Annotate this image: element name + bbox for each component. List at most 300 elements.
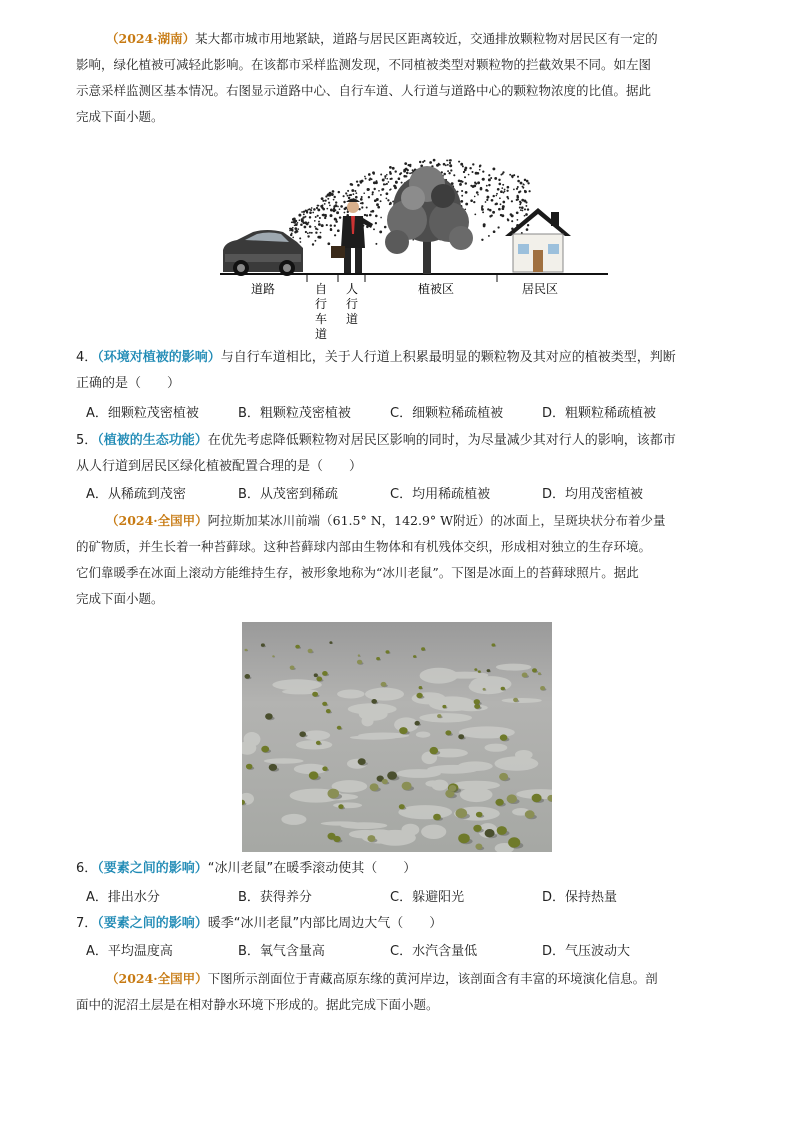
particle-dot (315, 216, 317, 218)
pedestrian-icon (331, 199, 373, 274)
particle-dot (474, 214, 476, 216)
particle-dot (334, 225, 336, 227)
ice-patch (485, 744, 508, 752)
particle-dot (357, 184, 360, 187)
option-b[interactable]: B．从茂密到稀疏 (238, 487, 338, 502)
svg-text:道: 道 (345, 312, 359, 326)
option-c[interactable]: C．细颗粒稀疏植被 (390, 406, 504, 421)
particle-dot (383, 183, 385, 185)
particle-dot (292, 227, 294, 229)
option-a[interactable]: A．排出水分 (86, 890, 160, 905)
particle-dot (521, 209, 523, 211)
particle-dot (294, 227, 297, 230)
ice-patch (420, 668, 458, 684)
particle-dot (504, 189, 506, 191)
particle-dot (327, 242, 330, 245)
particle-dot (483, 225, 486, 228)
particle-dot (436, 164, 439, 167)
particle-dot (321, 197, 324, 200)
passage-1-line-4: 完成下面小题。 (76, 109, 164, 124)
moss-ball (261, 643, 265, 646)
particle-dot (524, 190, 526, 192)
particle-dot (519, 203, 521, 205)
moss-ball (370, 783, 379, 791)
particle-dot (450, 169, 452, 171)
particle-dot (343, 195, 345, 197)
moss-ball (415, 721, 420, 726)
particle-dot (312, 212, 314, 214)
particle-dot (407, 169, 409, 171)
moss-ball (387, 771, 397, 779)
moss-ball (308, 649, 313, 653)
car-icon (223, 230, 303, 276)
particle-dot (307, 209, 309, 211)
particle-dot (464, 176, 466, 178)
particle-dot (378, 190, 380, 192)
particle-dot (502, 201, 505, 204)
ice-patch (264, 758, 304, 763)
particle-dot (307, 235, 309, 237)
particle-dot (513, 189, 515, 191)
particle-dot (491, 214, 493, 216)
option-b[interactable]: B．氧气含量高 (238, 944, 325, 959)
particle-dot (321, 224, 324, 227)
moss-ball (326, 709, 331, 713)
moss-ball (322, 766, 327, 771)
particle-dot (313, 208, 316, 211)
particle-dot (335, 219, 337, 221)
particle-dot (482, 178, 485, 181)
ice-patch (398, 805, 452, 819)
particle-dot (330, 209, 333, 212)
moss-ball (433, 814, 441, 821)
moss-ball (413, 655, 416, 658)
particle-dot (298, 214, 301, 217)
particle-dot (319, 236, 322, 239)
particle-dot (375, 222, 377, 224)
particle-dot (333, 199, 335, 201)
moss-ball (507, 794, 517, 803)
particle-dot (521, 199, 524, 202)
particle-dot (380, 217, 382, 219)
moss-ball-photo (242, 622, 552, 852)
particle-dot (507, 186, 510, 189)
particle-dot (344, 212, 346, 214)
particle-dot (496, 193, 498, 195)
particle-dot (363, 192, 365, 194)
passage-1-line-2: 影响，绿化植被可减轻此影响。在该都市采样监测发现，不同植被类型对颗粒物的拦截效果不同。如左图 (76, 57, 652, 72)
moss-ball (442, 705, 446, 708)
particle-dot (361, 196, 363, 198)
ice-patch (281, 814, 306, 825)
particle-dot (480, 187, 483, 190)
particle-dot (409, 172, 411, 174)
particle-dot (311, 232, 313, 234)
particle-dot (460, 163, 463, 166)
moss-ball (492, 643, 496, 646)
particle-dot (332, 190, 335, 193)
particle-dot (367, 188, 370, 191)
particle-dot (360, 198, 363, 201)
particle-dot (348, 197, 351, 200)
moss-ball (485, 829, 495, 837)
moss-ball (483, 688, 486, 691)
label-vegetation-zone: 植被区 (417, 282, 455, 296)
question-6-options (86, 888, 726, 908)
option-b[interactable]: B．粗颗粒茂密植被 (238, 406, 351, 421)
particle-dot (465, 182, 467, 184)
moss-ball (272, 655, 274, 657)
particle-dot (302, 216, 304, 218)
particle-dot (517, 186, 519, 188)
particle-dot (337, 206, 339, 208)
moss-ball (265, 713, 273, 719)
particle-dot (373, 188, 375, 190)
passage-1 (76, 26, 718, 130)
particle-dot (511, 214, 514, 217)
particle-dot (526, 180, 529, 183)
particle-dot (527, 224, 529, 226)
particle-dot (306, 211, 308, 213)
particle-dot (335, 201, 337, 203)
particle-dot (461, 190, 463, 192)
question-5-options (86, 485, 726, 505)
moss-ball (358, 654, 360, 656)
particle-dot (493, 230, 496, 233)
particle-dot (453, 174, 455, 176)
particle-dot (517, 219, 519, 221)
passage-3: （2024·全国甲）下图所示剖面位于青藏高原东缘的黄河岸边，该剖面含有丰富的环境演化信息。剖 面中的泥沼土层是在相对静水环境下形成的。据此完成下面小题。 (76, 971, 658, 1012)
source-tag: （2024·全国甲） (106, 513, 208, 528)
particle-dot (488, 178, 491, 181)
particle-dot (461, 195, 463, 197)
particle-dot (495, 202, 498, 205)
particle-dot (481, 205, 483, 207)
particle-dot (373, 228, 375, 230)
particle-dot (500, 203, 502, 205)
moss-ball (437, 714, 441, 718)
option-a[interactable]: A．细颗粒茂密植被 (86, 406, 199, 421)
moss-ball (497, 826, 507, 835)
particle-dot (485, 201, 487, 203)
particle-dot (334, 234, 336, 236)
house-icon (505, 208, 571, 272)
svg-text:自: 自 (314, 282, 328, 296)
particle-dot (328, 202, 330, 204)
particle-dot (477, 181, 480, 184)
particle-dot (379, 230, 382, 233)
particle-dot (309, 216, 311, 218)
particle-dot (500, 174, 502, 176)
particle-dot (380, 194, 382, 196)
particle-dot (324, 199, 326, 201)
moss-ball (358, 758, 366, 765)
ice-patch (333, 802, 362, 808)
moss-ball (316, 677, 322, 682)
option-d[interactable]: D．粗颗粒稀疏植被 (542, 406, 657, 421)
label-bike-lane (315, 282, 327, 341)
particle-dot (303, 213, 305, 215)
particle-dot (390, 188, 392, 190)
particle-dot (482, 211, 484, 213)
moss-ball (295, 645, 300, 649)
ice-patch (272, 679, 321, 690)
particle-dot (387, 199, 389, 201)
particle-dot (317, 205, 319, 207)
particle-dot (314, 220, 316, 222)
particle-dot (314, 226, 316, 228)
particle-dot (377, 206, 380, 209)
particle-dot (472, 185, 475, 188)
particle-dot (365, 178, 367, 180)
particle-dot (355, 192, 357, 194)
moss-ball (371, 699, 377, 704)
particle-dot (495, 195, 497, 197)
question-tag: （植被的生态功能） (97, 433, 208, 448)
option-a[interactable]: A．平均温度高 (86, 944, 173, 959)
particle-dot (330, 224, 332, 226)
moss-ball (532, 668, 537, 672)
particle-dot (504, 190, 506, 192)
particle-dot (371, 193, 373, 195)
moss-ball (261, 746, 269, 753)
particle-dot (376, 203, 379, 206)
particle-dot (460, 200, 463, 203)
particle-dot (382, 188, 384, 190)
particle-dot (498, 183, 501, 186)
particle-dot (458, 161, 460, 163)
particle-dot (394, 185, 396, 187)
moss-ball (309, 771, 319, 779)
ice-patch (495, 756, 539, 770)
particle-dot (368, 196, 370, 198)
moss-ball (245, 649, 248, 651)
particle-dot (492, 167, 495, 170)
particle-dot (366, 207, 368, 209)
moss-ball (367, 835, 375, 842)
passage-1-line-1: （2024·湖南）某大都市城市用地紧缺，道路与居民区距离较近，交通排放颗粒物对居民区有一定的 (106, 31, 658, 46)
particle-dot (303, 211, 305, 213)
moss-ball (499, 773, 508, 781)
particle-dot (386, 192, 389, 195)
particle-dot (380, 200, 382, 202)
particle-dot (447, 164, 449, 166)
particle-dot (491, 199, 494, 202)
particle-dot (389, 171, 391, 173)
particle-dot (368, 173, 371, 176)
moss-ball (538, 672, 541, 675)
particle-dot (321, 207, 323, 209)
svg-text:车: 车 (314, 312, 328, 326)
particle-dot (465, 203, 468, 206)
option-c[interactable]: C．均用稀疏植被 (390, 487, 491, 502)
particle-dot (354, 190, 356, 192)
ice-patch (396, 769, 441, 778)
particle-dot (488, 184, 490, 186)
option-d[interactable]: D．保持热量 (542, 890, 618, 905)
moss-ball (458, 834, 470, 844)
particle-dot (481, 208, 484, 211)
moss-ball (540, 686, 545, 690)
particle-dot (317, 229, 319, 231)
sampling-diagram (215, 150, 610, 345)
particle-dot (372, 191, 374, 193)
moss-ball (329, 641, 332, 644)
particle-dot (364, 176, 366, 178)
particle-dot (380, 174, 382, 176)
particle-dot (476, 191, 479, 194)
question-7-options (86, 942, 726, 962)
particle-dot (326, 224, 328, 226)
particle-dot (333, 210, 336, 213)
particle-dot (429, 161, 432, 164)
particle-dot (398, 177, 401, 180)
option-a[interactable]: A．从稀疏到茂密 (86, 487, 186, 502)
particle-dot (482, 170, 484, 172)
particle-dot (419, 161, 421, 163)
option-c[interactable]: C．水汽含量低 (390, 944, 478, 959)
particle-dot (516, 188, 518, 190)
moss-ball (474, 668, 477, 671)
particle-dot (330, 228, 333, 231)
particle-dot (324, 203, 326, 205)
particle-dot (301, 211, 303, 213)
moss-ball (478, 670, 481, 672)
source-tag: （2024·全国甲） (106, 971, 208, 986)
moss-ball (328, 789, 340, 799)
particle-dot (338, 191, 340, 193)
particle-dot (330, 214, 333, 217)
ice-patch (469, 679, 508, 694)
moss-ball (316, 741, 321, 745)
particle-dot (327, 198, 329, 200)
particle-dot (449, 164, 452, 167)
particle-dot (469, 167, 471, 169)
particle-dot (512, 176, 514, 178)
particle-dot (474, 196, 476, 198)
particle-dot (375, 215, 378, 218)
svg-text:行: 行 (345, 297, 359, 311)
particle-dot (477, 194, 479, 196)
moss-ball (314, 673, 318, 677)
particle-dot (395, 181, 398, 184)
particle-dot (326, 208, 328, 210)
particle-dot (403, 170, 406, 173)
particle-dot (522, 187, 524, 189)
ice-patch (502, 698, 542, 703)
particle-dot (375, 243, 377, 245)
particle-dot (318, 221, 320, 223)
particle-dot (309, 232, 311, 234)
particle-dot (488, 174, 490, 176)
option-d[interactable]: D．气压波动大 (542, 944, 631, 959)
particle-dot (376, 198, 379, 201)
particle-dot (319, 217, 321, 219)
moss-ball (402, 782, 412, 790)
particle-dot (498, 179, 500, 181)
particle-dot (493, 195, 495, 197)
particle-dot (307, 232, 309, 234)
particle-dot (366, 214, 368, 216)
passage-1-line-3: 示意采样监测区基本情况。右图显示道路中心、自行车道、人行道与道路中心的颗粒物浓度的比值。据此 (76, 83, 652, 98)
particle-dot (526, 228, 529, 231)
option-c[interactable]: C．躲避阳光 (390, 890, 465, 905)
moss-ball (381, 682, 387, 687)
particle-dot (516, 199, 518, 201)
option-d[interactable]: D．均用茂密植被 (542, 487, 644, 502)
moss-ball (513, 698, 518, 702)
particle-dot (463, 171, 465, 173)
particle-dot (399, 173, 401, 175)
particle-dot (524, 215, 526, 217)
ice-patch (375, 830, 416, 846)
particle-dot (486, 196, 489, 199)
moss-ball (456, 808, 468, 818)
particle-dot (360, 202, 362, 204)
particle-dot (511, 200, 513, 202)
particle-dot (333, 196, 335, 198)
particle-dot (322, 214, 325, 217)
particle-dot (527, 182, 529, 184)
particle-dot (449, 162, 451, 164)
particle-dot (464, 169, 467, 172)
particle-dot (520, 209, 522, 211)
particle-dot (446, 159, 448, 161)
particle-dot (519, 190, 521, 192)
particle-dot (479, 166, 481, 168)
particle-dot (361, 206, 363, 208)
particle-dot (406, 172, 409, 175)
particle-dot (471, 171, 473, 173)
moss-ball (357, 660, 362, 665)
particle-dot (525, 213, 528, 216)
moss-ball (495, 799, 503, 806)
particle-dot (315, 232, 317, 234)
moss-ball (474, 699, 480, 704)
particle-dot (470, 199, 473, 202)
option-b[interactable]: B．获得养分 (238, 890, 312, 905)
moss-ball (475, 844, 482, 850)
particle-dot (517, 176, 519, 178)
particle-dot (291, 232, 293, 234)
particle-dot (494, 177, 497, 180)
ice-patch (412, 692, 446, 704)
svg-text:道: 道 (314, 327, 328, 341)
question-tag: （要素之间的影响） (97, 916, 208, 931)
particle-dot (344, 201, 346, 203)
particle-dot (465, 191, 468, 194)
particle-dot (293, 219, 296, 222)
ice-patch (337, 690, 364, 699)
ice-patch (431, 780, 448, 791)
particle-dot (475, 172, 478, 175)
particle-dot (529, 190, 531, 192)
moss-ball (333, 836, 340, 842)
moss-ball (245, 674, 251, 679)
moss-ball (322, 702, 327, 706)
particle-dot (328, 193, 330, 195)
particle-dot (300, 241, 302, 243)
svg-text:行: 行 (314, 297, 328, 311)
particle-dot (386, 183, 388, 185)
particle-dot (448, 172, 450, 174)
particle-dot (507, 198, 509, 200)
ice-patch (359, 708, 388, 721)
particle-dot (389, 202, 392, 205)
moss-ball (522, 673, 528, 678)
particle-dot (517, 180, 520, 183)
particle-dot (347, 190, 349, 192)
